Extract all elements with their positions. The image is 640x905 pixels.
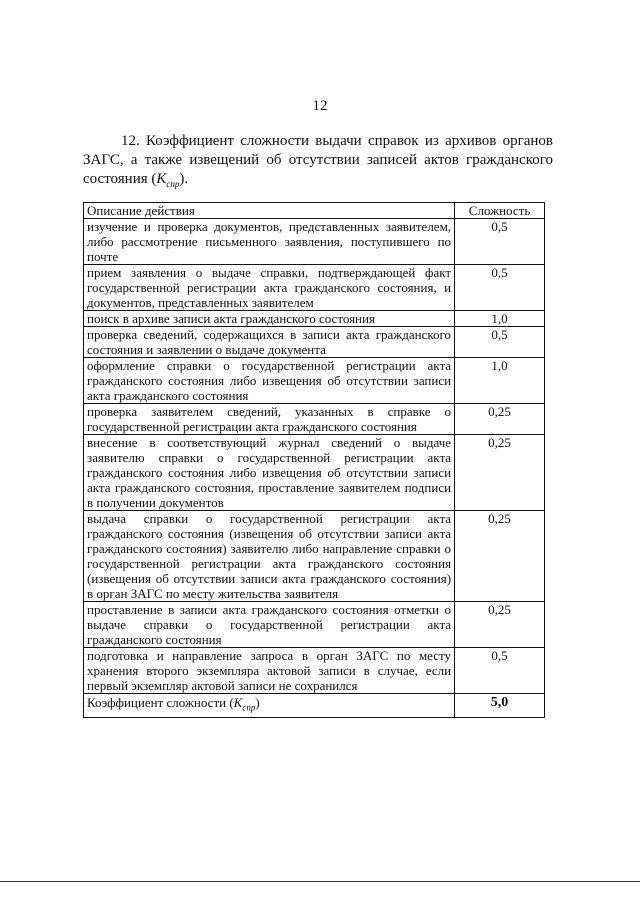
column-header-complexity: Сложность [455,203,545,219]
heading-text: 12. Коэффициент сложности выдачи справок из архивов органов ЗАГС, а также извещений об отсутствии записей актов гражданского состояния ( [83,133,553,187]
total-label [84,694,455,718]
table-row [84,265,545,311]
table-row [84,358,545,404]
page-number: 12 [312,98,328,114]
table-row [84,311,545,327]
bottom-rule [0,881,640,882]
row-complexity: 0,25 [455,511,545,602]
total-value: 5,0 [455,694,545,718]
row-description: выдача справки о государственной регистрации акта гражданского состояния (извещения об отсутствии записи акта гражданского состояния) заявителю либо направление справки о государственной регистрации акта гражданского состояния (извещения об отсутствии записи акта гражданского состояния) в орган ЗАГС по месту жительства заявителя [84,511,455,602]
row-description: проставление в записи акта гражданского состояния отметки о выдаче справки о государственной регистрации акта гражданского состояния [84,602,455,648]
heading-suffix: ). [179,171,189,187]
total-label-text: Коэффициент сложности ( [87,695,234,710]
row-description: внесение в соответствующий журнал сведений о выдаче заявителю справки о государственной регистрации акта гражданского состояния либо извещения об отсутствии записи акта гражданского состояния, проставление заявителем подписи в получении документов [84,435,455,511]
total-row [84,694,545,718]
row-complexity: 1,0 [455,311,545,327]
table-row [84,511,545,602]
row-complexity: 0,5 [455,648,545,694]
heading-symbol: K [156,171,167,187]
complexity-table [83,202,545,718]
row-complexity: 1,0 [455,358,545,404]
table-row [84,219,545,265]
row-description: поиск в архиве записи акта гражданского состояния [84,311,455,327]
heading-subscript: спр [166,179,180,189]
row-description: оформление справки о государственной регистрации акта гражданского состояния либо извещения об отсутствии записи акта гражданского состояния [84,358,455,404]
total-suffix: ) [255,695,260,710]
row-description: изучение и проверка документов, представленных заявителем, либо рассмотрение письменного заявления, поступившего по почте [84,219,455,265]
table-row [84,435,545,511]
column-header-description: Описание действия [84,203,455,219]
row-complexity: 0,5 [455,327,545,358]
table-row [84,648,545,694]
row-description: прием заявления о выдаче справки, подтверждающей факт государственной регистрации акта гражданского состояния, и документов, представленных заявителем [84,265,455,311]
row-complexity: 0,25 [455,404,545,435]
row-complexity: 0,5 [455,219,545,265]
table-header-row [84,203,545,219]
row-complexity: 0,25 [455,435,545,511]
row-description: проверка заявителем сведений, указанных в справке о государственной регистрации акта гражданского состояния [84,404,455,435]
table-row [84,327,545,358]
section-heading [83,132,553,194]
table-row [84,404,545,435]
row-description: подготовка и направление запроса в орган ЗАГС по месту хранения второго экземпляра актовой записи в случае, если первый экземпляр актовой записи не сохранился [84,648,455,694]
total-subscript: спр [242,702,256,713]
row-complexity: 0,25 [455,602,545,648]
table-row [84,602,545,648]
total-symbol: K [233,695,243,710]
row-complexity: 0,5 [455,265,545,311]
row-description: проверка сведений, содержащихся в записи акта гражданского состояния и заявлении о выдаче документа [84,327,455,358]
